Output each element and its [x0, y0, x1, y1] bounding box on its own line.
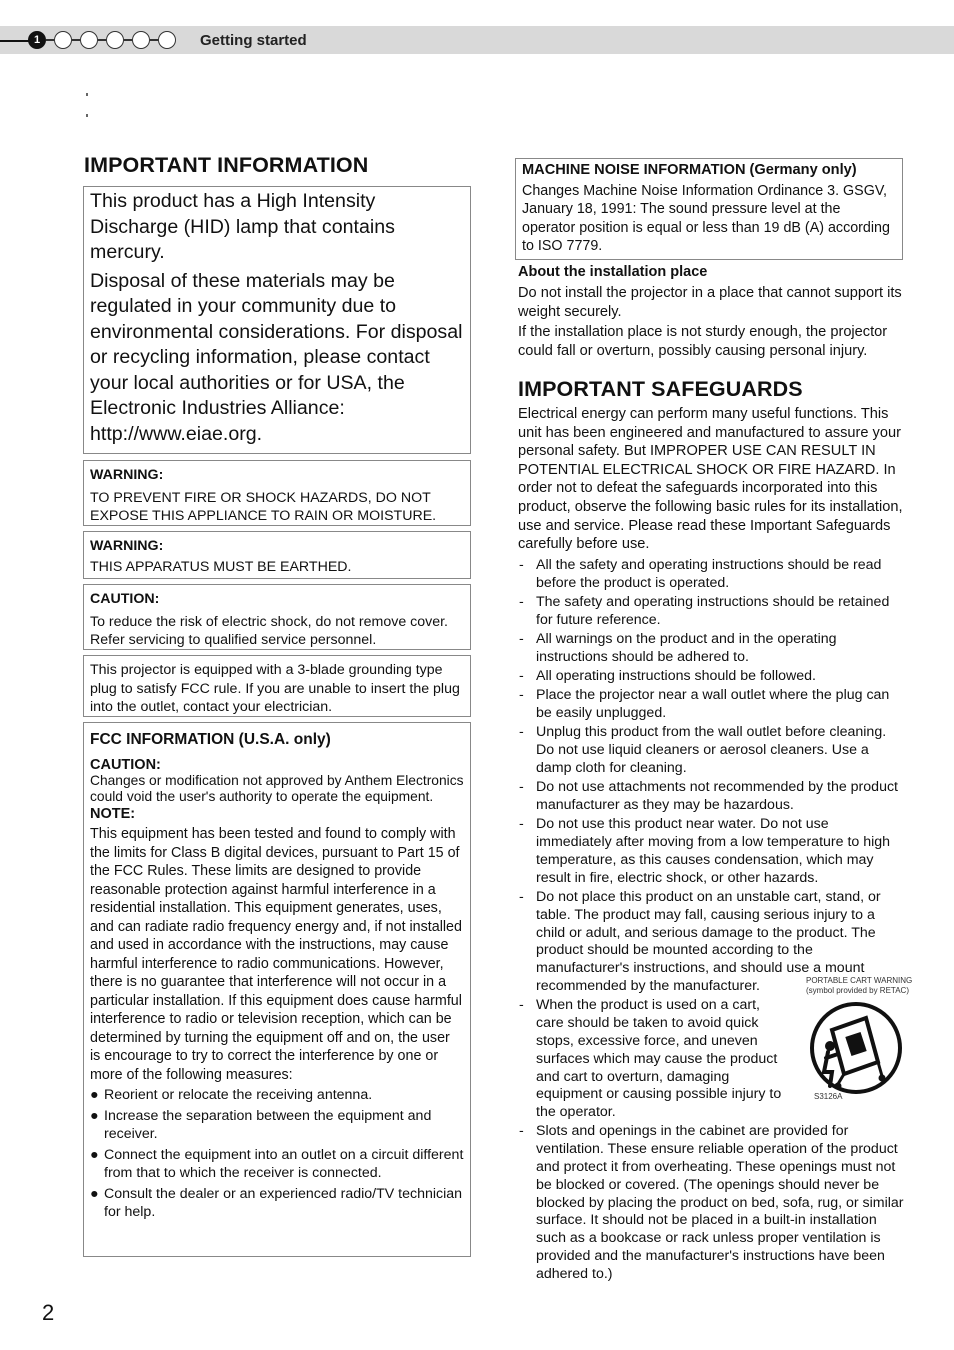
list-item: ● Reorient or relocate the receiving antenna. [90, 1087, 373, 1104]
grounding-plug-text: This projector is equipped with a 3-blade grounding type plug to satisfy FCC rule. If you are unable to insert the plug into the outlet, contact your electrician. [90, 662, 460, 715]
cart-tipover-icon [808, 1000, 908, 1100]
hid-paragraph: This product has a High Intensity Discharge (HID) lamp that contains mercury. [90, 190, 395, 263]
step-number: 1 [33, 34, 41, 46]
portable-cart-warning [806, 976, 916, 1106]
caution-text: To reduce the risk of electric shock, do not remove cover. Refer servicing to qualified service personnel. [90, 613, 449, 648]
cart-caption: (symbol provided by RETAC) [806, 986, 909, 995]
chapter-progress-indicator [28, 31, 176, 49]
caution-box [83, 584, 471, 650]
fcc-note-text: This equipment has been tested and found to comply with the limits for Class B digital devices, pursuant to Part 15 of the FCC Rules. These limits are designed to provide reasonable protection against harmful interference in a residential installation. This equipment generates, uses, and can radiate radio frequency energy and, if not installed and used in accordance with the instructions, may cause harmful interference to radio communications. However, there is no guarantee that interference will not occur in a particular installation. If this equipment does cause harmful interference to radio or television reception, which can be determined by turning the equipment off and on, the user is encourage to try to correct the interference by one or more of the following measures: [90, 826, 462, 1083]
warning-label: WARNING: [90, 467, 164, 483]
noise-text: Changes Machine Noise Information Ordinance 3. GSGV, January 18, 1991: The sound pressure level at the operator position is equal or less than 19 dB (A) according to ISO 7779. [522, 183, 890, 254]
list-item: ● Increase the separation between the equipment and receiver. [90, 1107, 432, 1143]
step-dot [158, 31, 176, 49]
page-number: 2 [42, 1300, 55, 1325]
installation-heading: About the installation place [518, 264, 708, 280]
margin-mark [86, 93, 88, 96]
installation-paragraph: Do not install the projector in a place that cannot support its weight securely. [518, 285, 902, 320]
list-item: - All warnings on the product and in the operating instructions should be adhered to. [519, 630, 837, 665]
important-information-heading: IMPORTANT INFORMATION [84, 153, 369, 177]
hid-paragraph: Disposal of these materials may be regulated in your community due to environmental considerations. For disposal or recycling information, please contact your local authorities or for USA, the Electronic Industries Alliance: http://www.eiae.org. [90, 269, 463, 445]
list-item: - When the product is used on a cart, care should be taken to avoid quick stops, excessive force, and uneven surfaces which may cause the product and cart to overturn, damaging equipment or causing possible injury to the operator. [519, 997, 782, 1121]
safeguards-list [518, 557, 904, 1284]
machine-noise-box [515, 158, 903, 260]
warning-label: WARNING: [90, 538, 164, 554]
fcc-measures-list [90, 1086, 464, 1222]
fcc-information-box [83, 722, 471, 1257]
list-item: ● Consult the dealer or an experienced radio/TV technician for help. [90, 1185, 463, 1221]
step-dot [54, 31, 72, 49]
warning-text: THIS APPARATUS MUST BE EARTHED. [90, 558, 352, 575]
noise-title: MACHINE NOISE INFORMATION (Germany only) [522, 162, 857, 178]
list-item: - All the safety and operating instructions should be read before the product is operated. [519, 556, 882, 591]
margin-mark [86, 114, 88, 117]
step-dot [132, 31, 150, 49]
installation-paragraph: If the installation place is not sturdy enough, the projector could fall or overturn, possibly causing personal injury. [518, 324, 888, 359]
list-item: - Do not use attachments not recommended by the product manufacturer as they may be hazardous. [519, 779, 898, 814]
fcc-title: FCC INFORMATION (U.S.A. only) [90, 731, 331, 748]
warning-text: TO PREVENT FIRE OR SHOCK HAZARDS, DO NOT EXPOSE THIS APPLIANCE TO RAIN OR MOISTURE. [90, 489, 437, 524]
cart-symbol-code: S3126A [814, 1092, 843, 1101]
chapter-title: Getting started [200, 32, 307, 49]
fcc-caution-label: CAUTION: [90, 757, 161, 773]
list-item: - Slots and openings in the cabinet are provided for ventilation. These ensure reliable operation of the product and protect it from overheating. These openings must not be blocked or covered. (The openings should never be blocked by placing the product on bed, sofa, rug, or similar surface. It should not be placed in a built-in installation such as a bookcase or rack unless proper ventilation is provided and the manufacturer's instructions have been adhered to.) [519, 1123, 904, 1282]
warning-earthed-box [83, 531, 471, 579]
safeguards-intro: Electrical energy can perform many useful functions. This unit has been engineered and manufactured to assure your personal safety. But IMPROPER USE CAN RESULT IN POTENTIAL ELECTRICAL SHOCK OR FIRE HAZARD. In order not to defeat the safeguards incorporated into this product, observe the following basic rules for its installation, use and service. Please read these Important Safeguards carefully before use. [518, 406, 903, 553]
list-item: - All operating instructions should be followed. [519, 668, 816, 685]
caution-label: CAUTION: [90, 591, 160, 607]
list-item: - Do not place this product on an unstable cart, stand, or table. The product may fall, causing serious injury to a child or adult, and serious damage to the product. The product should be mounted according to the manufacturer's instructions, and should use a mount recommended by the manufacturer. [519, 889, 881, 995]
grounding-plug-box [83, 655, 471, 717]
list-item: ● Connect the equipment into an outlet on a circuit different from that to which the receiver is connected. [90, 1146, 464, 1182]
important-safeguards-heading: IMPORTANT SAFEGUARDS [518, 377, 803, 401]
list-item: - Do not use this product near water. Do not use immediately after moving from a low temperature to high temperature, as this causes condensation, which may result in fire, electric shock, or other hazards. [519, 816, 891, 886]
fcc-note-label: NOTE: [90, 806, 136, 823]
cart-caption: PORTABLE CART WARNING [806, 976, 913, 985]
list-item: - The safety and operating instructions should be retained for future reference. [519, 593, 890, 628]
step-dot-current [28, 31, 46, 49]
hid-lamp-notice [83, 186, 471, 454]
warning-moisture-box [83, 460, 471, 526]
list-item: - Unplug this product from the wall outlet before cleaning. Do not use liquid cleaners or aerosol cleaners. Use a damp cloth for cleaning. [519, 724, 887, 777]
installation-section [518, 264, 904, 360]
step-dot [80, 31, 98, 49]
safeguards-section [518, 405, 904, 1285]
step-dot [106, 31, 124, 49]
fcc-caution-text: Changes or modification not approved by Anthem Electronics could void the user's authority to operate the equipment. [90, 773, 464, 805]
list-item: - Place the projector near a wall outlet where the plug can be easily unplugged. [519, 687, 890, 722]
